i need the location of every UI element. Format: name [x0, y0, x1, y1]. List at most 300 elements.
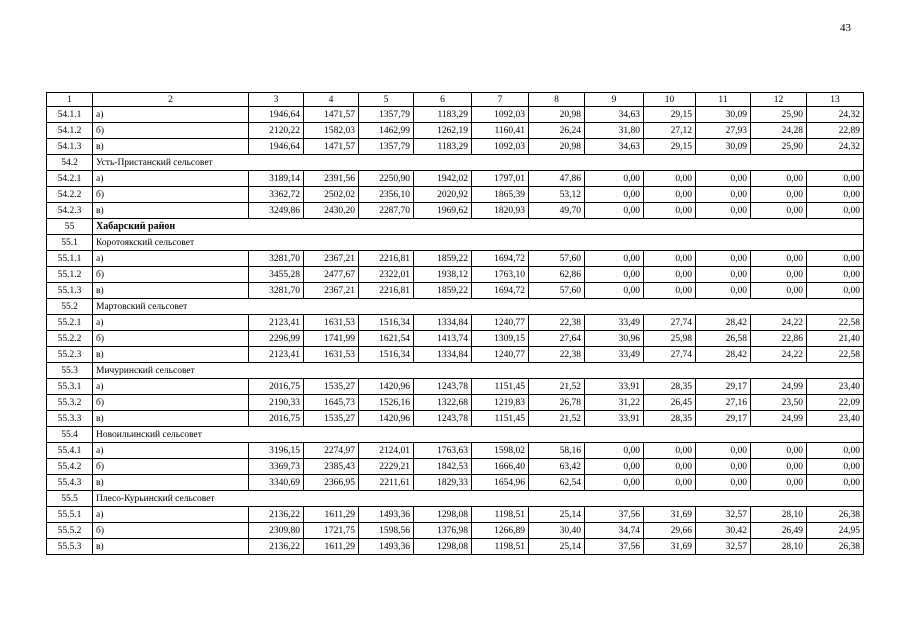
value-cell: 1741,99	[304, 331, 359, 347]
header-cell: 7	[472, 93, 529, 107]
value-cell: 57,60	[529, 283, 585, 299]
row-letter: б)	[93, 331, 249, 347]
value-cell: 1309,15	[472, 331, 529, 347]
value-cell: 2136,22	[249, 539, 304, 555]
value-cell: 1334,84	[414, 347, 472, 363]
value-cell: 21,52	[529, 411, 585, 427]
value-cell: 1516,34	[359, 347, 414, 363]
value-cell: 2309,80	[249, 523, 304, 539]
row-letter: б)	[93, 523, 249, 539]
value-cell: 1621,54	[359, 331, 414, 347]
value-cell: 0,00	[807, 187, 864, 203]
value-cell: 62,54	[529, 475, 585, 491]
row-letter: а)	[93, 107, 249, 123]
value-cell: 1969,62	[414, 203, 472, 219]
value-cell: 1598,56	[359, 523, 414, 539]
value-cell: 0,00	[807, 443, 864, 459]
value-cell: 1938,12	[414, 267, 472, 283]
value-cell: 22,09	[807, 395, 864, 411]
header-cell: 4	[304, 93, 359, 107]
table-body	[47, 93, 864, 555]
table-row	[47, 475, 864, 491]
row-code: 55.1.2	[47, 267, 93, 283]
section-title: Мартовский сельсовет	[93, 299, 864, 315]
table-row	[47, 187, 864, 203]
value-cell: 2366,95	[304, 475, 359, 491]
header-cell: 13	[807, 93, 864, 107]
header-cell: 2	[93, 93, 249, 107]
value-cell: 1357,79	[359, 139, 414, 155]
table-row	[47, 315, 864, 331]
value-cell: 27,12	[644, 123, 696, 139]
value-cell: 1694,72	[472, 251, 529, 267]
value-cell: 1535,27	[304, 411, 359, 427]
value-cell: 2016,75	[249, 379, 304, 395]
table-row	[47, 395, 864, 411]
row-letter: б)	[93, 459, 249, 475]
row-code: 55.5	[47, 491, 93, 507]
value-cell: 1763,63	[414, 443, 472, 459]
value-cell: 2120,22	[249, 123, 304, 139]
value-cell: 24,32	[807, 107, 864, 123]
table-row	[47, 123, 864, 139]
value-cell: 2250,90	[359, 171, 414, 187]
table-row	[47, 347, 864, 363]
value-cell: 0,00	[696, 203, 751, 219]
value-cell: 3189,14	[249, 171, 304, 187]
header-cell: 3	[249, 93, 304, 107]
row-letter: б)	[93, 123, 249, 139]
value-cell: 0,00	[807, 251, 864, 267]
value-cell: 0,00	[807, 283, 864, 299]
value-cell: 0,00	[585, 187, 644, 203]
value-cell: 0,00	[585, 443, 644, 459]
row-letter: в)	[93, 139, 249, 155]
value-cell: 3369,73	[249, 459, 304, 475]
value-cell: 2274,97	[304, 443, 359, 459]
value-cell: 1298,08	[414, 507, 472, 523]
value-cell: 1493,36	[359, 539, 414, 555]
value-cell: 1526,16	[359, 395, 414, 411]
value-cell: 1516,34	[359, 315, 414, 331]
value-cell: 49,70	[529, 203, 585, 219]
value-cell: 28,10	[751, 539, 807, 555]
value-cell: 2216,81	[359, 251, 414, 267]
value-cell: 22,58	[807, 347, 864, 363]
tariff-table	[46, 92, 864, 555]
value-cell: 31,22	[585, 395, 644, 411]
value-cell: 1645,73	[304, 395, 359, 411]
value-cell: 21,40	[807, 331, 864, 347]
section-row	[47, 427, 864, 443]
value-cell: 1462,99	[359, 123, 414, 139]
value-cell: 1092,03	[472, 107, 529, 123]
row-letter: а)	[93, 171, 249, 187]
value-cell: 0,00	[751, 267, 807, 283]
value-cell: 31,80	[585, 123, 644, 139]
value-cell: 28,42	[696, 347, 751, 363]
value-cell: 2287,70	[359, 203, 414, 219]
table-row	[47, 283, 864, 299]
row-letter: в)	[93, 475, 249, 491]
header-cell: 10	[644, 93, 696, 107]
table-row	[47, 379, 864, 395]
value-cell: 1420,96	[359, 411, 414, 427]
value-cell: 1322,68	[414, 395, 472, 411]
section-row	[47, 235, 864, 251]
value-cell: 1859,22	[414, 283, 472, 299]
value-cell: 1797,01	[472, 171, 529, 187]
value-cell: 1666,40	[472, 459, 529, 475]
value-cell: 2020,92	[414, 187, 472, 203]
value-cell: 22,89	[807, 123, 864, 139]
value-cell: 34,63	[585, 139, 644, 155]
value-cell: 1198,51	[472, 507, 529, 523]
section-title: Мичуринский сельсовет	[93, 363, 864, 379]
value-cell: 0,00	[696, 251, 751, 267]
row-code: 55.3.1	[47, 379, 93, 395]
value-cell: 20,98	[529, 139, 585, 155]
value-cell: 33,91	[585, 411, 644, 427]
row-code: 55.4.1	[47, 443, 93, 459]
value-cell: 22,38	[529, 315, 585, 331]
value-cell: 23,40	[807, 411, 864, 427]
value-cell: 1582,03	[304, 123, 359, 139]
table-row	[47, 203, 864, 219]
value-cell: 1240,77	[472, 315, 529, 331]
row-code: 55.3.2	[47, 395, 93, 411]
value-cell: 33,91	[585, 379, 644, 395]
value-cell: 30,09	[696, 107, 751, 123]
value-cell: 1376,98	[414, 523, 472, 539]
row-code: 55.2.1	[47, 315, 93, 331]
value-cell: 2123,41	[249, 347, 304, 363]
table-row	[47, 267, 864, 283]
value-cell: 0,00	[585, 283, 644, 299]
value-cell: 2367,21	[304, 283, 359, 299]
row-code: 54.2	[47, 155, 93, 171]
value-cell: 1298,08	[414, 539, 472, 555]
value-cell: 1820,93	[472, 203, 529, 219]
row-code: 55.2.2	[47, 331, 93, 347]
value-cell: 2124,01	[359, 443, 414, 459]
value-cell: 2190,33	[249, 395, 304, 411]
row-code: 55.2.3	[47, 347, 93, 363]
value-cell: 1721,75	[304, 523, 359, 539]
value-cell: 21,52	[529, 379, 585, 395]
value-cell: 37,56	[585, 507, 644, 523]
value-cell: 30,09	[696, 139, 751, 155]
value-cell: 1763,10	[472, 267, 529, 283]
value-cell: 30,96	[585, 331, 644, 347]
row-letter: а)	[93, 379, 249, 395]
value-cell: 26,78	[529, 395, 585, 411]
section-title: Усть-Пристанский сельсовет	[93, 155, 864, 171]
row-code: 55.2	[47, 299, 93, 315]
value-cell: 29,66	[644, 523, 696, 539]
value-cell: 0,00	[585, 251, 644, 267]
value-cell: 0,00	[751, 251, 807, 267]
value-cell: 29,15	[644, 107, 696, 123]
value-cell: 1151,45	[472, 379, 529, 395]
value-cell: 0,00	[644, 283, 696, 299]
value-cell: 28,10	[751, 507, 807, 523]
value-cell: 1694,72	[472, 283, 529, 299]
value-cell: 0,00	[644, 443, 696, 459]
value-cell: 3340,69	[249, 475, 304, 491]
value-cell: 27,74	[644, 315, 696, 331]
row-code: 54.1.3	[47, 139, 93, 155]
value-cell: 1262,19	[414, 123, 472, 139]
value-cell: 1598,02	[472, 443, 529, 459]
value-cell: 28,42	[696, 315, 751, 331]
value-cell: 0,00	[751, 443, 807, 459]
section-title: Новоильинский сельсовет	[93, 427, 864, 443]
district-title: Хабарский район	[93, 219, 864, 235]
value-cell: 2391,56	[304, 171, 359, 187]
row-code: 54.1.2	[47, 123, 93, 139]
value-cell: 25,98	[644, 331, 696, 347]
value-cell: 1243,78	[414, 411, 472, 427]
value-cell: 27,74	[644, 347, 696, 363]
district-row	[47, 219, 864, 235]
value-cell: 2123,41	[249, 315, 304, 331]
value-cell: 1631,53	[304, 347, 359, 363]
value-cell: 25,90	[751, 139, 807, 155]
value-cell: 2322,01	[359, 267, 414, 283]
value-cell: 33,49	[585, 315, 644, 331]
row-code: 55.4.2	[47, 459, 93, 475]
row-code: 55	[47, 219, 93, 235]
value-cell: 1493,36	[359, 507, 414, 523]
row-letter: а)	[93, 315, 249, 331]
value-cell: 2356,10	[359, 187, 414, 203]
section-row	[47, 299, 864, 315]
value-cell: 0,00	[807, 459, 864, 475]
section-row	[47, 491, 864, 507]
value-cell: 22,58	[807, 315, 864, 331]
value-cell: 2229,21	[359, 459, 414, 475]
value-cell: 2385,43	[304, 459, 359, 475]
value-cell: 0,00	[585, 171, 644, 187]
value-cell: 1631,53	[304, 315, 359, 331]
header-cell: 6	[414, 93, 472, 107]
value-cell: 3455,28	[249, 267, 304, 283]
value-cell: 0,00	[644, 267, 696, 283]
row-letter: а)	[93, 251, 249, 267]
value-cell: 0,00	[644, 203, 696, 219]
value-cell: 27,93	[696, 123, 751, 139]
value-cell: 2430,20	[304, 203, 359, 219]
value-cell: 0,00	[751, 203, 807, 219]
value-cell: 0,00	[696, 443, 751, 459]
value-cell: 32,57	[696, 507, 751, 523]
row-code: 55.5.1	[47, 507, 93, 523]
row-code: 55.4.3	[47, 475, 93, 491]
row-code: 55.5.3	[47, 539, 93, 555]
value-cell: 20,98	[529, 107, 585, 123]
header-cell: 12	[751, 93, 807, 107]
value-cell: 33,49	[585, 347, 644, 363]
value-cell: 1611,29	[304, 507, 359, 523]
value-cell: 63,42	[529, 459, 585, 475]
value-cell: 3362,72	[249, 187, 304, 203]
value-cell: 0,00	[585, 203, 644, 219]
value-cell: 53,12	[529, 187, 585, 203]
row-code: 55.3.3	[47, 411, 93, 427]
section-row	[47, 155, 864, 171]
value-cell: 47,86	[529, 171, 585, 187]
section-title: Плесо-Курьинский сельсовет	[93, 491, 864, 507]
value-cell: 25,14	[529, 539, 585, 555]
section-row	[47, 363, 864, 379]
value-cell: 0,00	[585, 267, 644, 283]
value-cell: 0,00	[751, 283, 807, 299]
value-cell: 3281,70	[249, 251, 304, 267]
value-cell: 1865,39	[472, 187, 529, 203]
row-letter: в)	[93, 539, 249, 555]
value-cell: 29,17	[696, 379, 751, 395]
value-cell: 0,00	[696, 187, 751, 203]
value-cell: 24,22	[751, 315, 807, 331]
row-code: 54.2.2	[47, 187, 93, 203]
header-cell: 5	[359, 93, 414, 107]
value-cell: 0,00	[751, 171, 807, 187]
value-cell: 2502,02	[304, 187, 359, 203]
table-row	[47, 459, 864, 475]
value-cell: 32,57	[696, 539, 751, 555]
header-cell: 11	[696, 93, 751, 107]
value-cell: 0,00	[644, 475, 696, 491]
value-cell: 1859,22	[414, 251, 472, 267]
header-cell: 9	[585, 93, 644, 107]
value-cell: 2296,99	[249, 331, 304, 347]
table-row	[47, 139, 864, 155]
value-cell: 0,00	[751, 187, 807, 203]
value-cell: 29,17	[696, 411, 751, 427]
value-cell: 2477,67	[304, 267, 359, 283]
value-cell: 3281,70	[249, 283, 304, 299]
table-row	[47, 171, 864, 187]
value-cell: 1266,89	[472, 523, 529, 539]
value-cell: 1160,41	[472, 123, 529, 139]
value-cell: 24,95	[807, 523, 864, 539]
value-cell: 1413,74	[414, 331, 472, 347]
value-cell: 2016,75	[249, 411, 304, 427]
value-cell: 0,00	[644, 251, 696, 267]
header-cell: 8	[529, 93, 585, 107]
value-cell: 34,63	[585, 107, 644, 123]
value-cell: 2136,22	[249, 507, 304, 523]
row-letter: а)	[93, 507, 249, 523]
value-cell: 1611,29	[304, 539, 359, 555]
section-title: Коротоякский сельсовет	[93, 235, 864, 251]
value-cell: 1420,96	[359, 379, 414, 395]
value-cell: 27,64	[529, 331, 585, 347]
value-cell: 31,69	[644, 539, 696, 555]
row-code: 55.1.1	[47, 251, 93, 267]
value-cell: 24,22	[751, 347, 807, 363]
table-row	[47, 331, 864, 347]
value-cell: 0,00	[751, 459, 807, 475]
table-row	[47, 443, 864, 459]
value-cell: 1946,64	[249, 107, 304, 123]
value-cell: 37,56	[585, 539, 644, 555]
value-cell: 23,50	[751, 395, 807, 411]
value-cell: 0,00	[696, 283, 751, 299]
value-cell: 0,00	[807, 203, 864, 219]
row-code: 54.2.3	[47, 203, 93, 219]
row-code: 54.1.1	[47, 107, 93, 123]
value-cell: 26,49	[751, 523, 807, 539]
value-cell: 0,00	[644, 171, 696, 187]
value-cell: 2367,21	[304, 251, 359, 267]
value-cell: 0,00	[696, 459, 751, 475]
value-cell: 1942,02	[414, 171, 472, 187]
value-cell: 0,00	[644, 187, 696, 203]
row-code: 55.1.3	[47, 283, 93, 299]
value-cell: 1198,51	[472, 539, 529, 555]
row-letter: б)	[93, 395, 249, 411]
value-cell: 34,74	[585, 523, 644, 539]
value-cell: 58,16	[529, 443, 585, 459]
value-cell: 27,16	[696, 395, 751, 411]
value-cell: 2216,81	[359, 283, 414, 299]
header-cell: 1	[47, 93, 93, 107]
value-cell: 26,38	[807, 507, 864, 523]
row-letter: в)	[93, 411, 249, 427]
row-letter: б)	[93, 187, 249, 203]
value-cell: 28,35	[644, 379, 696, 395]
value-cell: 0,00	[696, 475, 751, 491]
value-cell: 1946,64	[249, 139, 304, 155]
table-header-row	[47, 93, 864, 107]
value-cell: 0,00	[585, 475, 644, 491]
value-cell: 26,38	[807, 539, 864, 555]
value-cell: 23,40	[807, 379, 864, 395]
value-cell: 1829,33	[414, 475, 472, 491]
value-cell: 31,69	[644, 507, 696, 523]
value-cell: 0,00	[696, 171, 751, 187]
value-cell: 1219,83	[472, 395, 529, 411]
value-cell: 25,14	[529, 507, 585, 523]
value-cell: 1535,27	[304, 379, 359, 395]
value-cell: 62,86	[529, 267, 585, 283]
row-letter: в)	[93, 283, 249, 299]
value-cell: 0,00	[807, 267, 864, 283]
table-row	[47, 523, 864, 539]
value-cell: 0,00	[585, 459, 644, 475]
row-letter: в)	[93, 203, 249, 219]
value-cell: 24,28	[751, 123, 807, 139]
value-cell: 30,40	[529, 523, 585, 539]
value-cell: 24,99	[751, 379, 807, 395]
value-cell: 1183,29	[414, 139, 472, 155]
value-cell: 1243,78	[414, 379, 472, 395]
value-cell: 1471,57	[304, 107, 359, 123]
row-code: 55.1	[47, 235, 93, 251]
row-code: 55.4	[47, 427, 93, 443]
value-cell: 1357,79	[359, 107, 414, 123]
value-cell: 24,99	[751, 411, 807, 427]
value-cell: 1654,96	[472, 475, 529, 491]
value-cell: 3196,15	[249, 443, 304, 459]
value-cell: 25,90	[751, 107, 807, 123]
row-letter: в)	[93, 347, 249, 363]
row-letter: б)	[93, 267, 249, 283]
value-cell: 1334,84	[414, 315, 472, 331]
row-letter: а)	[93, 443, 249, 459]
